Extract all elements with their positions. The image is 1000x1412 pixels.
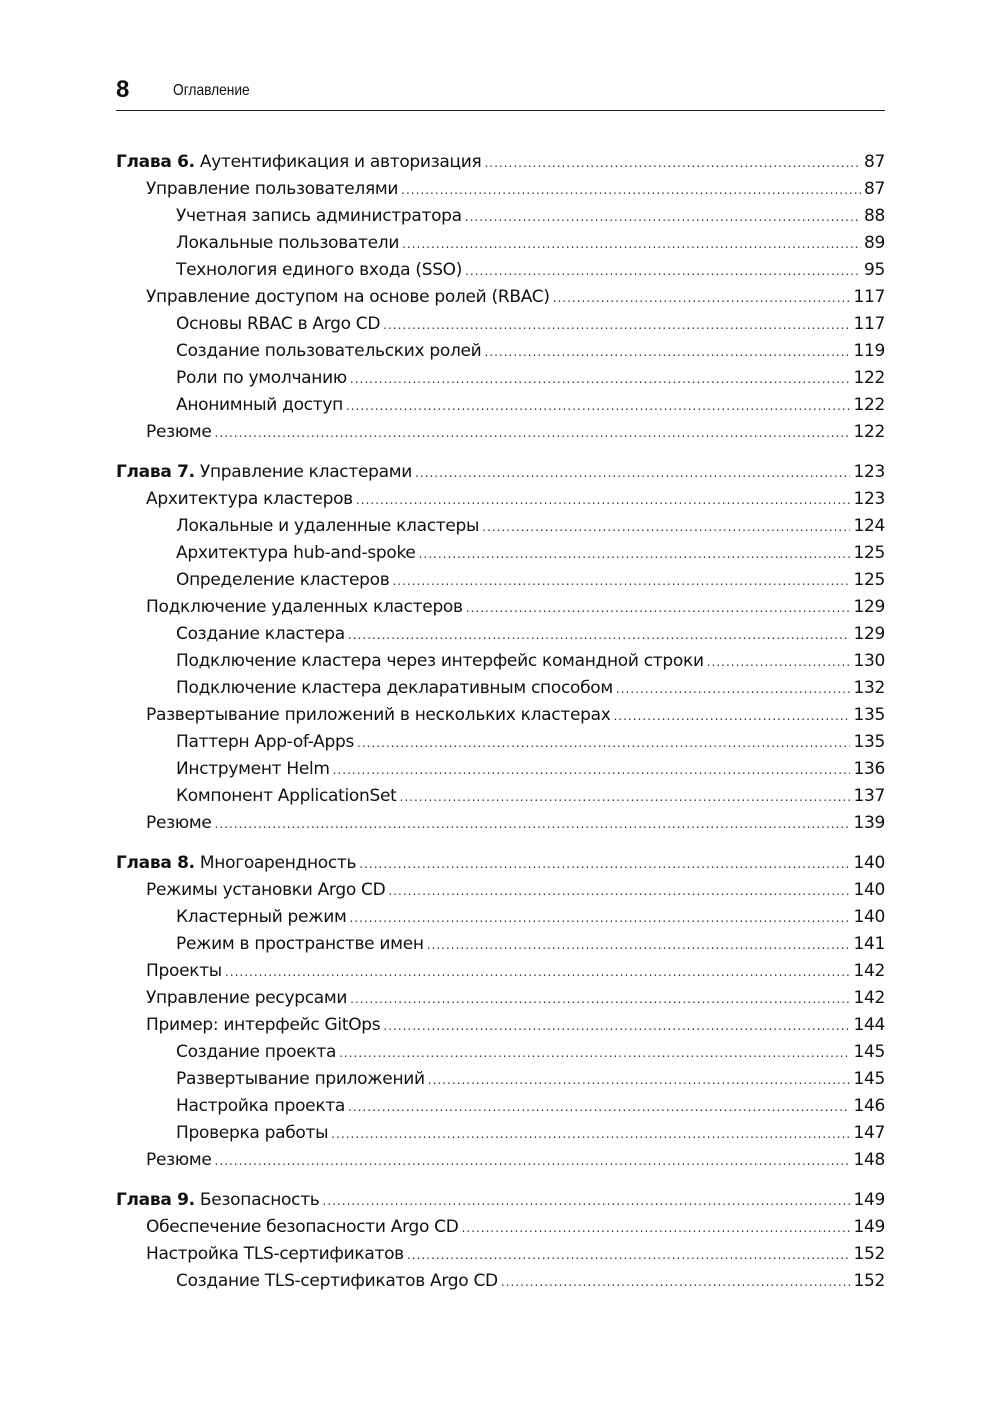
section-entry [116,179,885,206]
chapter-block [116,462,885,840]
toc-page-number: 132 [853,678,885,698]
subsection-entry [116,907,885,934]
toc-page-number: 149 [853,1217,885,1237]
toc-entry-title: Создание TLS-сертификатов Argo CD [176,1271,498,1291]
toc-page-number: 129 [853,597,885,617]
chapter-entry [116,1190,885,1217]
dot-leader [215,426,851,440]
subsection-entry [116,624,885,651]
toc-entry-title: Локальные и удаленные кластеры [176,516,480,536]
dot-leader [359,857,850,871]
toc-entry-title: Развертывание приложений [176,1069,425,1089]
toc-page-number: 122 [853,395,885,415]
toc-entry-title: Глава 6. Аутентификация и авторизация [116,152,482,172]
toc-page-number: 142 [853,961,885,981]
toc-page-number: 88 [863,206,885,226]
toc-page-number: 141 [853,934,885,954]
chapter-prefix: Глава 8. [116,853,195,873]
toc-page-number: 95 [863,260,885,280]
toc-page-number: 87 [863,152,885,172]
dot-leader [346,399,851,413]
toc-page-number: 140 [853,853,885,873]
toc-entry-title: Проекты [146,961,222,981]
subsection-entry [116,786,885,813]
subsection-entry [116,1123,885,1150]
dot-leader [350,992,850,1006]
dot-leader [383,1019,850,1033]
toc-page-number: 125 [853,543,885,563]
section-entry [116,1150,885,1177]
chapter-prefix: Глава 7. [116,462,195,482]
dot-leader [400,790,851,804]
subsection-entry [116,1042,885,1069]
subsection-entry [116,260,885,287]
toc-page-number: 87 [863,179,885,199]
toc-page-number: 139 [853,813,885,833]
toc-page-number: 144 [853,1015,885,1035]
section-entry [116,961,885,988]
subsection-entry [116,395,885,422]
dot-leader [323,1194,851,1208]
toc-entry-title: Подключение кластера через интерфейс командной строки [176,651,704,671]
toc-page-number: 122 [853,368,885,388]
toc-page-number: 152 [853,1244,885,1264]
chapter-entry [116,853,885,880]
dot-leader [348,1100,850,1114]
section-entry [116,422,885,449]
dot-leader [356,493,851,507]
dot-leader [215,817,851,831]
dot-leader [383,318,850,332]
dot-leader [331,1127,850,1141]
subsection-entry [116,759,885,786]
toc-entry-title: Определение кластеров [176,570,390,590]
toc-page-number: 130 [853,651,885,671]
dot-leader [616,682,851,696]
dot-leader [501,1275,851,1289]
dot-leader [482,520,850,534]
toc-page-number: 145 [853,1069,885,1089]
dot-leader [357,736,850,750]
dot-leader [484,156,860,170]
dot-leader [613,709,850,723]
page-header [116,76,885,111]
toc-entry-title: Развертывание приложений в нескольких кластерах [146,705,611,725]
toc-entry-title: Настройка проекта [176,1096,346,1116]
dot-leader [401,183,861,197]
toc-entry-title: Кластерный режим [176,907,347,927]
toc-entry-title: Режим в пространстве имен [176,934,424,954]
toc-entry-title: Учетная запись администратора [176,206,462,226]
toc-page-number: 149 [853,1190,885,1210]
section-entry [116,988,885,1015]
chapter-prefix: Глава 9. [116,1190,195,1210]
toc-page-number: 123 [853,462,885,482]
toc-entry-title: Управление пользователями [146,179,399,199]
section-entry [116,880,885,907]
dot-leader [484,345,850,359]
toc-page-number: 117 [853,287,885,307]
dot-leader [339,1046,850,1060]
toc-entry-title: Компонент ApplicationSet [176,786,397,806]
toc-page-number: 123 [853,489,885,509]
dot-leader [225,965,851,979]
dot-leader [427,938,851,952]
chapter-prefix: Глава 6. [116,152,195,172]
toc-entry-title: Архитектура hub-and-spoke [176,543,416,563]
toc-entry-title: Глава 9. Безопасность [116,1190,320,1210]
section-entry [116,1244,885,1271]
toc-page-number: 124 [853,516,885,536]
toc-entry-title: Технология единого входа (SSO) [176,260,463,280]
toc-entry-title: Анонимный доступ [176,395,343,415]
subsection-entry [116,570,885,597]
toc-page-number: 152 [853,1271,885,1291]
dot-leader [388,884,850,898]
toc-entry-title: Глава 7. Управление кластерами [116,462,413,482]
dot-leader [419,547,851,561]
subsection-entry [116,233,885,260]
chapter-entry [116,462,885,489]
dot-leader [392,574,850,588]
toc-page-number: 137 [853,786,885,806]
chapter-block [116,853,885,1177]
toc-entry-title: Архитектура кластеров [146,489,353,509]
chapter-block [116,1190,885,1298]
subsection-entry [116,516,885,543]
dot-leader [215,1154,851,1168]
toc-entry-title: Проверка работы [176,1123,329,1143]
toc-entry-title: Настройка TLS-сертификатов [146,1244,404,1264]
toc-page-number: 117 [853,314,885,334]
toc-entry-title: Создание пользовательских ролей [176,341,482,361]
dot-leader [465,210,861,224]
toc-page-number: 135 [853,705,885,725]
subsection-entry [116,1271,885,1298]
toc-page-number: 129 [853,624,885,644]
section-entry [116,1217,885,1244]
toc-entry-title: Локальные пользователи [176,233,400,253]
toc-page-number: 135 [853,732,885,752]
toc-page-number: 119 [853,341,885,361]
toc-entry-title: Роли по умолчанию [176,368,347,388]
toc-entry-title: Обеспечение безопасности Argo CD [146,1217,459,1237]
dot-leader [415,466,850,480]
subsection-entry [116,732,885,759]
toc-entry-title: Пример: интерфейс GitOps [146,1015,381,1035]
subsection-entry [116,206,885,233]
subsection-entry [116,678,885,705]
toc-entry-title: Инструмент Helm [176,759,330,779]
toc-entry-title: Создание кластера [176,624,345,644]
subsection-entry [116,651,885,678]
toc-page-number: 140 [853,907,885,927]
toc-entry-title: Резюме [146,1150,212,1170]
toc-entry-title: Резюме [146,422,212,442]
dot-leader [402,237,861,251]
toc-page-number: 148 [853,1150,885,1170]
section-entry [116,287,885,314]
toc-page-number: 136 [853,759,885,779]
running-title: Оглавление [173,82,250,99]
toc-entry-title: Основы RBAC в Argo CD [176,314,381,334]
toc-entry-title: Подключение удаленных кластеров [146,597,463,617]
toc-page-number: 89 [863,233,885,253]
dot-leader [350,372,851,386]
dot-leader [553,291,851,305]
subsection-entry [116,314,885,341]
toc-page-number: 140 [853,880,885,900]
dot-leader [349,911,850,925]
subsection-entry [116,934,885,961]
toc-page-number: 147 [853,1123,885,1143]
subsection-entry [116,1096,885,1123]
section-entry [116,489,885,516]
toc-page-number: 142 [853,988,885,1008]
dot-leader [333,763,851,777]
toc-entry-title: Управление ресурсами [146,988,348,1008]
subsection-entry [116,1069,885,1096]
toc-entry-title: Создание проекта [176,1042,337,1062]
section-entry [116,597,885,624]
subsection-entry [116,368,885,395]
section-entry [116,1015,885,1042]
toc-entry-title: Режимы установки Argo CD [146,880,386,900]
table-of-contents [116,152,885,1311]
section-entry [116,813,885,840]
dot-leader [462,1221,851,1235]
dot-leader [707,655,851,669]
dot-leader [466,601,851,615]
toc-entry-title: Управление доступом на основе ролей (RBAC) [146,287,550,307]
subsection-entry [116,543,885,570]
toc-page-number: 146 [853,1096,885,1116]
page-number: 8 [116,76,130,103]
dot-leader [407,1248,851,1262]
dot-leader [465,264,861,278]
dot-leader [348,628,851,642]
chapter-entry [116,152,885,179]
toc-page-number: 125 [853,570,885,590]
section-entry [116,705,885,732]
toc-page-number: 145 [853,1042,885,1062]
toc-entry-title: Подключение кластера декларативным способом [176,678,613,698]
dot-leader [428,1073,851,1087]
toc-entry-title: Паттерн App-of-Apps [176,732,355,752]
subsection-entry [116,341,885,368]
chapter-block [116,152,885,449]
toc-page-number: 122 [853,422,885,442]
toc-entry-title: Глава 8. Многоарендность [116,853,357,873]
toc-entry-title: Резюме [146,813,212,833]
